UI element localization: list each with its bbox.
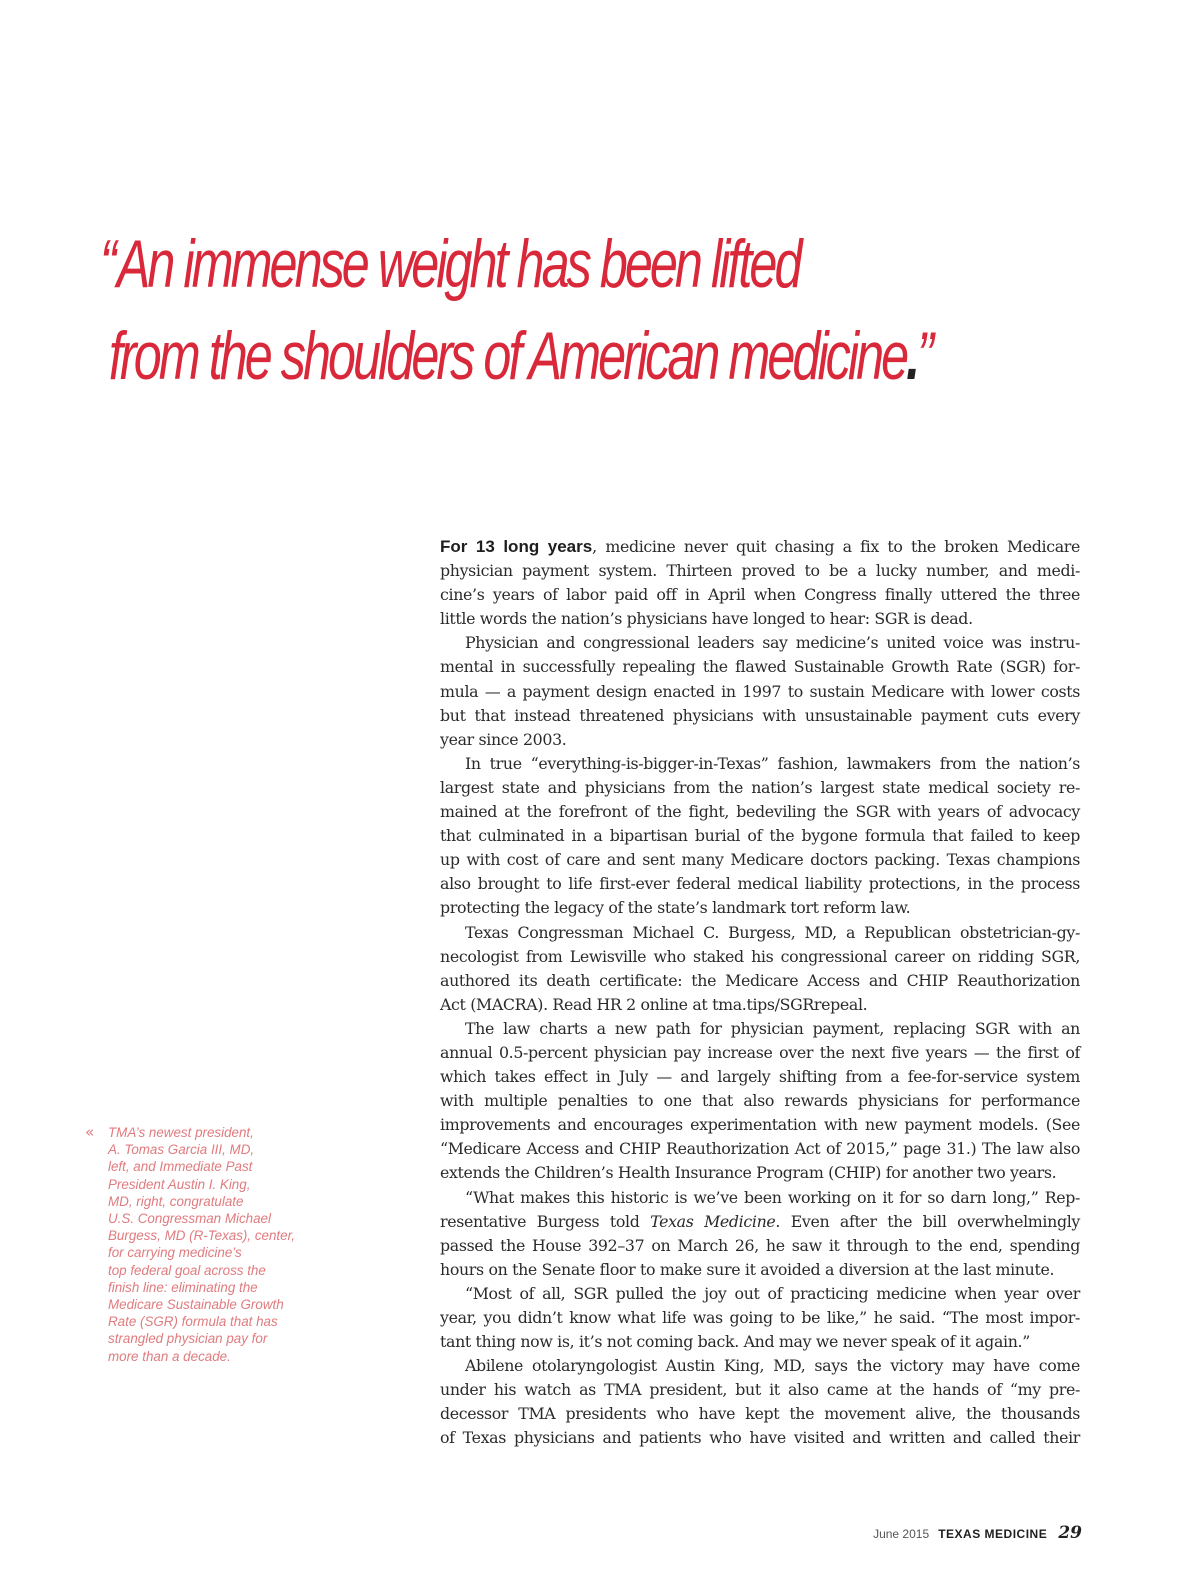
article-line: “What makes this historic is we’ve been working on it for so darn long,” Rep- [465, 1187, 1080, 1207]
article-line: of Texas physicians and patients who have visited and written and called their [440, 1428, 1080, 1448]
magazine-name: TEXAS MEDICINE [938, 1527, 1048, 1541]
caption-arrow-icon: « [85, 1123, 95, 1141]
caption-line: Burgess, MD (R-Texas), center, [108, 1228, 296, 1244]
page-number: 29 [1058, 1523, 1082, 1543]
article-line: Physician and congressional leaders say medicine’s united voice was instru- [465, 633, 1080, 653]
caption-line: strangled physician pay for [108, 1331, 268, 1347]
article-line: improvements and encourages experimentation with new payment models. (See [440, 1115, 1080, 1135]
close-quote-mark: ” [917, 318, 934, 394]
article-line: In true “everything-is-bigger-in-Texas” fashion, lawmakers from the nation’s [465, 753, 1080, 773]
article-line: decessor TMA presidents who have kept the movement alive, the thousands [440, 1404, 1080, 1424]
article-line: resentative Burgess told Texas Medicine. Even after the bill overwhelmingly [440, 1211, 1080, 1231]
page-footer [873, 1523, 1082, 1543]
article-line: little words the nation’s physicians have longed to hear: SGR is dead. [440, 609, 973, 629]
article-line: physician payment system. Thirteen proved to be a lucky number, and medi- [440, 561, 1080, 581]
lead-in: For 13 long years [440, 537, 593, 556]
caption-line: A. Tomas Garcia III, MD, [108, 1142, 255, 1158]
article-line: “Most of all, SGR pulled the joy out of practicing medicine when year over [465, 1283, 1080, 1303]
article-line: Act (MACRA). Read HR 2 online at tma.tips/SGRrepeal. [440, 994, 868, 1014]
article-line: “Medicare Access and CHIP Reauthorization Act of 2015,” page 31.) The law also [440, 1139, 1080, 1159]
article-line: mula — a payment design enacted in 1997 to sustain Medicare with lower costs [440, 681, 1080, 701]
caption-line: for carrying medicine’s [108, 1245, 242, 1261]
article-line: but that instead threatened physicians with unsustainable payment cuts every [440, 705, 1080, 725]
article-line: up with cost of care and sent many Medicare doctors packing. Texas champions [440, 850, 1080, 870]
article-line: mained at the forefront of the fight, bedeviling the SGR with years of advocacy [440, 802, 1080, 822]
pull-quote-text-1: An immense weight has been lifted [116, 226, 800, 302]
article-line: year, you didn’t know what life was going to be like,” he said. “The most impor- [440, 1308, 1080, 1327]
caption-line: Medicare Sustainable Growth [108, 1297, 284, 1313]
article-line: which takes effect in July — and largely shifting from a fee-for-service system [440, 1067, 1080, 1087]
caption-line: Rate (SGR) formula that has [108, 1314, 278, 1330]
article-line: passed the House 392–37 on March 26, he saw it through to the end, spending [440, 1235, 1080, 1255]
article-line: also brought to life first-ever federal medical liability protections, in the process [440, 874, 1080, 894]
article-line: largest state and physicians from the nation’s largest state medical society re- [440, 777, 1080, 797]
caption-line: MD, right, congratulate [108, 1193, 244, 1209]
article-line: cine’s years of labor paid off in April when Congress finally uttered the three [440, 585, 1080, 605]
article-line: necologist from Lewisville who staked his congressional career on ridding SGR, [440, 946, 1080, 966]
open-quote-mark: “ [100, 226, 117, 302]
pull-quote [100, 218, 934, 402]
pull-quote-line-2 [100, 310, 934, 402]
pull-quote-period: . [906, 318, 918, 394]
article-line: Texas Congressman Michael C. Burgess, MD, a Republican obstetrician-gy- [465, 922, 1080, 942]
caption-text [108, 1124, 308, 1365]
article-line: The law charts a new path for physician payment, replacing SGR with an [465, 1018, 1080, 1038]
article-body [440, 535, 1080, 1451]
article-line: extends the Children’s Health Insurance Program (CHIP) for another two years. [440, 1163, 1057, 1183]
article-line: authored its death certificate: the Medicare Access and CHIP Reauthorization [440, 970, 1080, 990]
caption-line: left, and Immediate Past [108, 1159, 253, 1175]
caption-line: President Austin I. King, [108, 1176, 251, 1192]
publication-title: Texas Medicine [650, 1211, 776, 1231]
article-line: with multiple penalties to one that also rewards physicians for performance [440, 1091, 1080, 1111]
issue-date: June 2015 [873, 1527, 930, 1541]
caption-line: TMA’s newest president, [108, 1125, 254, 1140]
article-line: protecting the legacy of the state’s landmark tort reform law. [440, 898, 911, 918]
article-line: hours on the Senate floor to make sure it avoided a diversion at the last minute. [440, 1259, 1055, 1279]
article-line: annual 0.5-percent physician pay increase over the next five years — the first of [440, 1042, 1080, 1062]
caption-line: finish line: eliminating the [108, 1279, 258, 1295]
pull-quote-line-1 [100, 218, 840, 310]
pull-quote-text-2: from the shoulders of American medicine [108, 318, 907, 394]
caption-line: more than a decade. [108, 1348, 231, 1364]
caption-line: top federal goal across the [108, 1262, 266, 1278]
article-line: under his watch as TMA president, but it also came at the hands of “my pre- [440, 1380, 1080, 1400]
article-line: year since 2003. [440, 729, 567, 749]
article-line: For 13 long years, medicine never quit chasing a fix to the broken Medicare [440, 537, 1080, 556]
article-line: that culminated in a bipartisan burial of the bygone formula that failed to keep [440, 826, 1080, 846]
caption-line: U.S. Congressman Michael [108, 1211, 271, 1227]
article-line: Abilene otolaryngologist Austin King, MD, says the victory may have come [465, 1356, 1080, 1376]
article-line: tant thing now is, it’s not coming back. And may we never speak of it again.” [440, 1332, 1030, 1352]
article-line: mental in successfully repealing the flawed Sustainable Growth Rate (SGR) for- [440, 657, 1080, 677]
